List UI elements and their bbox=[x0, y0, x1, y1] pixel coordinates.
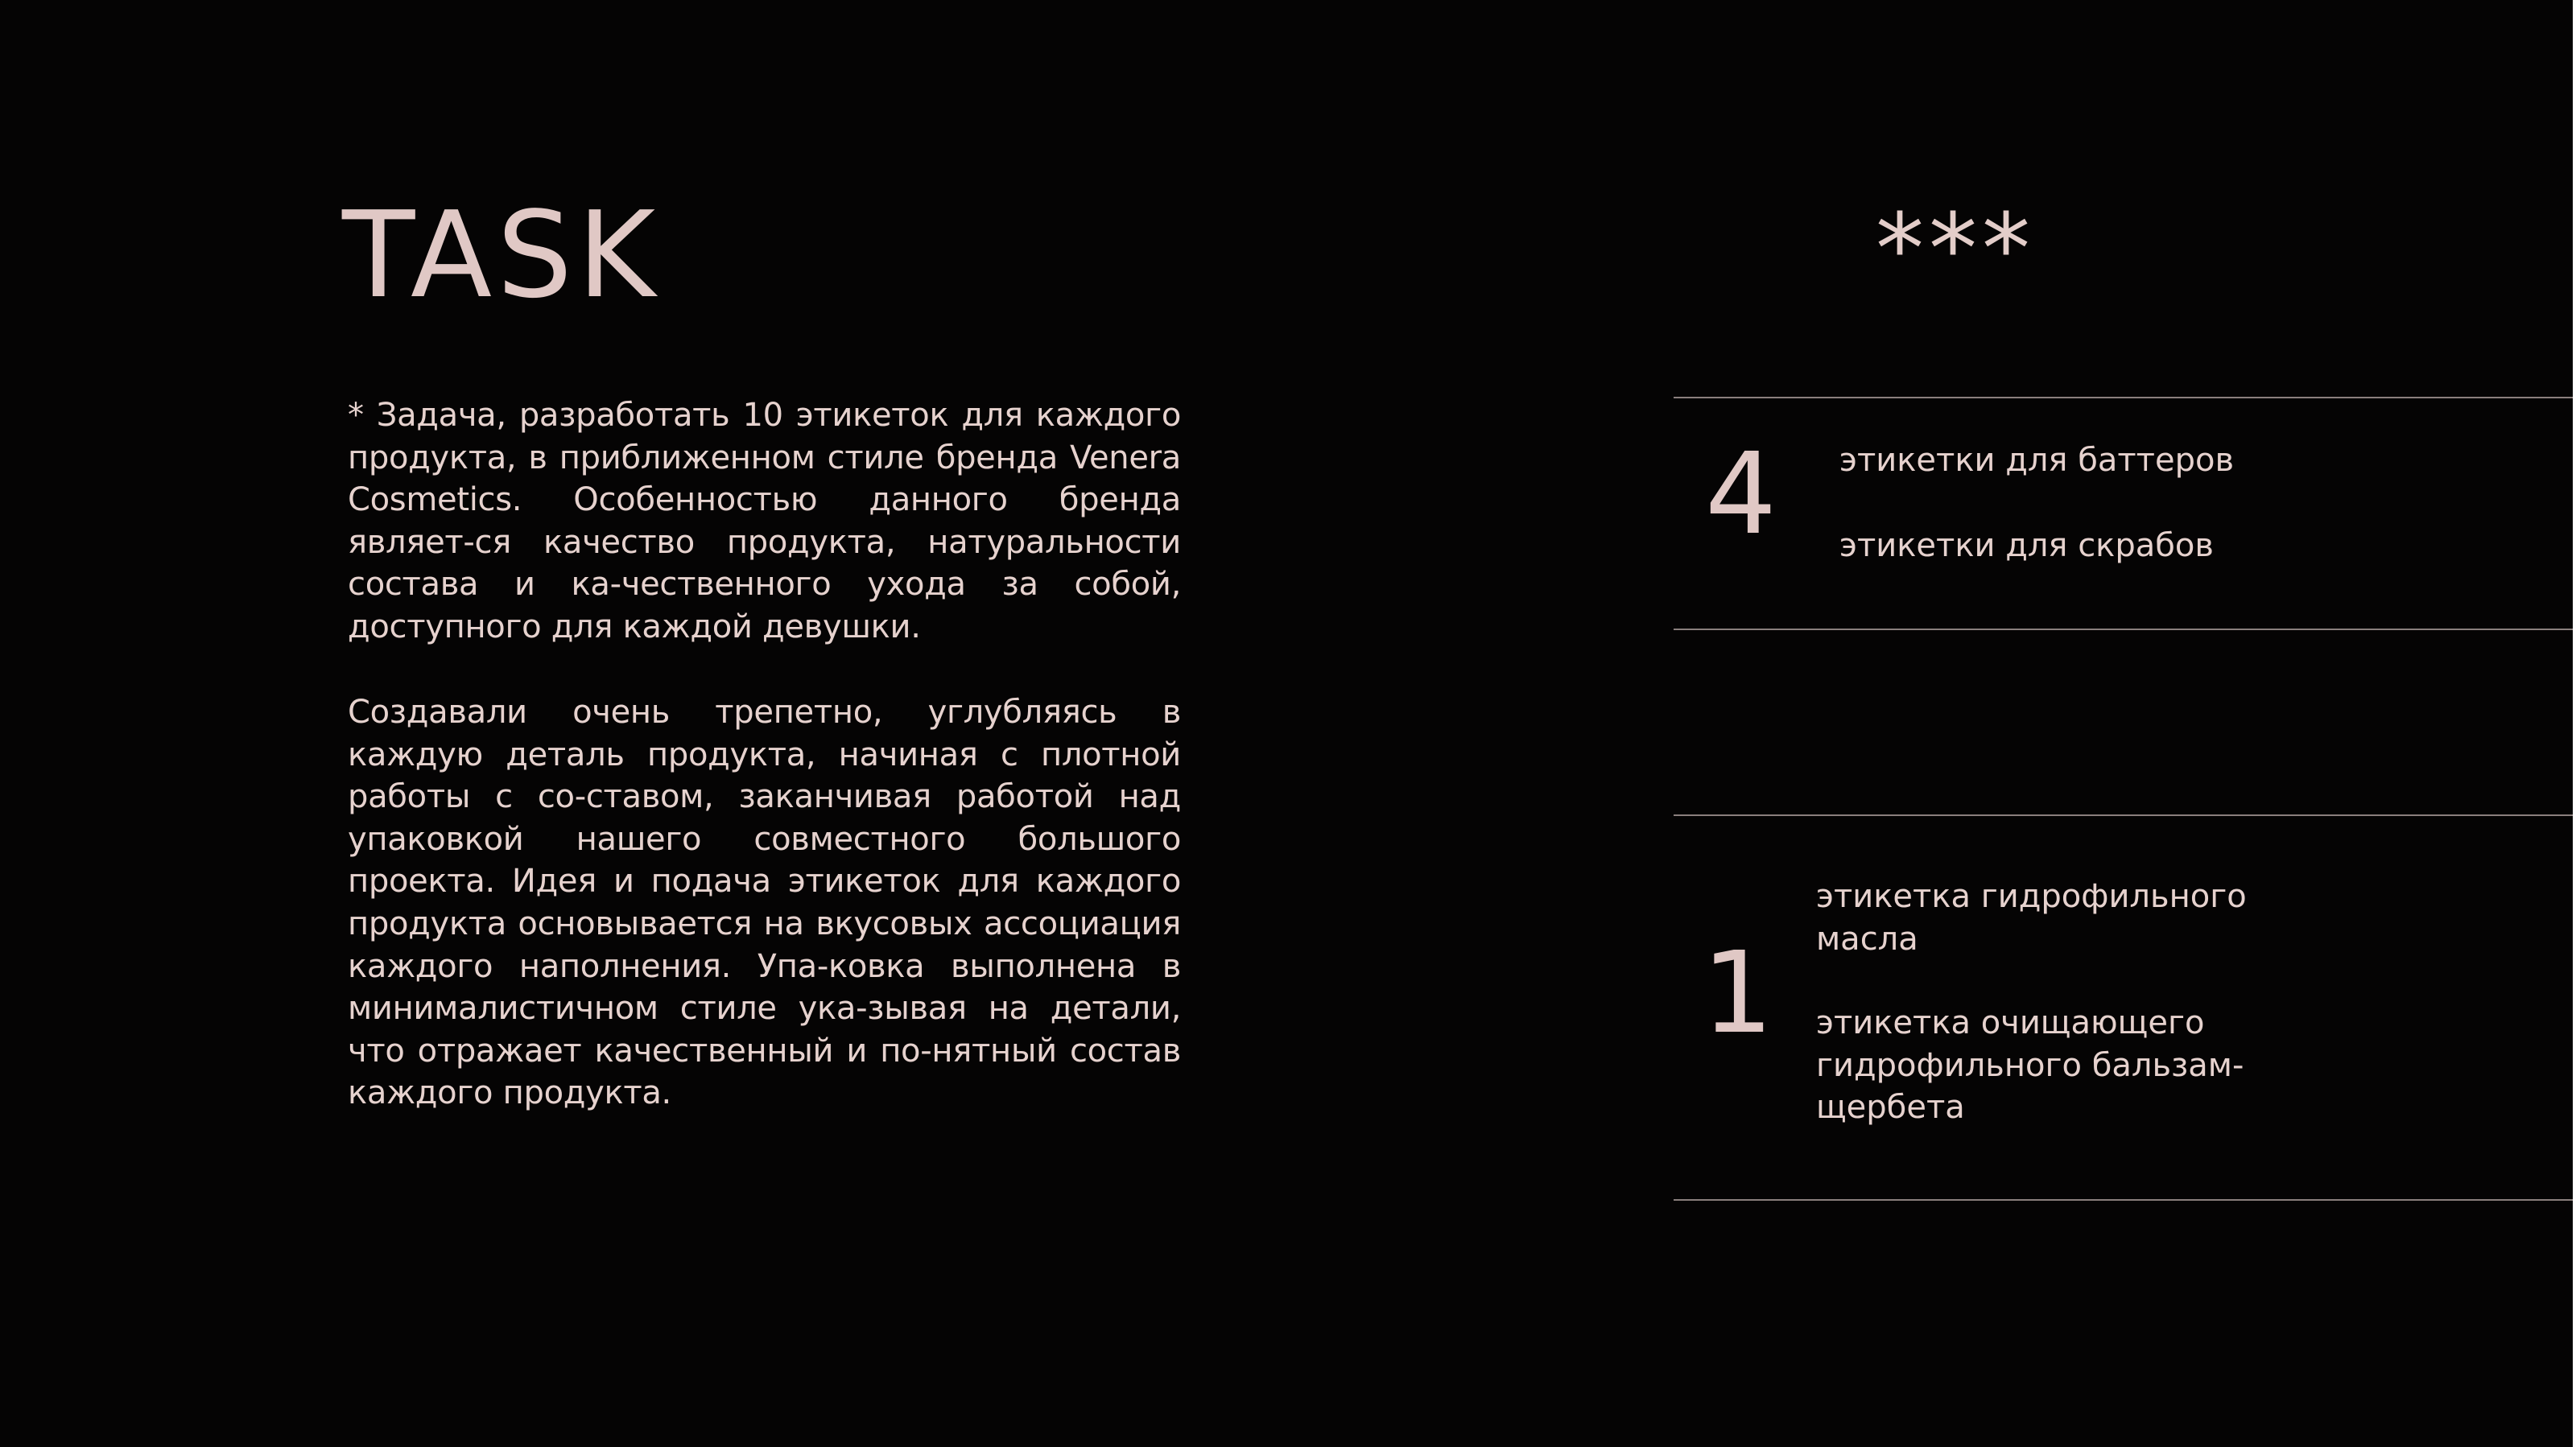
group-count-1: 1 bbox=[1702, 928, 1774, 1059]
divider-line bbox=[1674, 814, 2573, 816]
slide-title: TASK bbox=[342, 186, 661, 324]
group-item-scrubs: этикетки для скрабов bbox=[1839, 527, 2214, 564]
group-item-butters: этикетки для баттеров bbox=[1839, 442, 2235, 479]
slide-edge bbox=[2573, 0, 2576, 1447]
group-item-cleansing-balm: этикетка очищающего гидрофильного бальзам-щербета bbox=[1816, 1004, 2244, 1127]
task-paragraph-2: Создавали очень трепетно, углубляясь в каждую деталь продукта, начиная с плотной работы с со-ставом, заканчивая работой над упаковкой нашего совместного большого проекта. Идея и подача этикеток для каждого продукта основывается на вкусовых ассоциация каждого наполнения. Упа-ковка выполнена в минималистичном стиле ука-зывая на детали, что отражает качественный и по-нятный состав каждого продукта. bbox=[348, 694, 1181, 1112]
divider-line bbox=[1674, 1199, 2573, 1201]
divider-line bbox=[1674, 397, 2573, 398]
task-paragraph-1: * Задача, разработать 10 этикеток для каждого продукта, в приближенном стиле бренда Venera Cosmetics. Особенностью данного бренда являет-ся качество продукта, натуральности состава и ка-чественного ухода за собой, доступного для каждой девушки. bbox=[348, 397, 1181, 645]
divider-line bbox=[1674, 629, 2573, 630]
group-item-hydrophilic-oil: этикетка гидрофильного масла bbox=[1816, 878, 2247, 958]
group-count-4: 4 bbox=[1705, 429, 1777, 560]
decorative-stars: *** bbox=[1876, 194, 2035, 306]
